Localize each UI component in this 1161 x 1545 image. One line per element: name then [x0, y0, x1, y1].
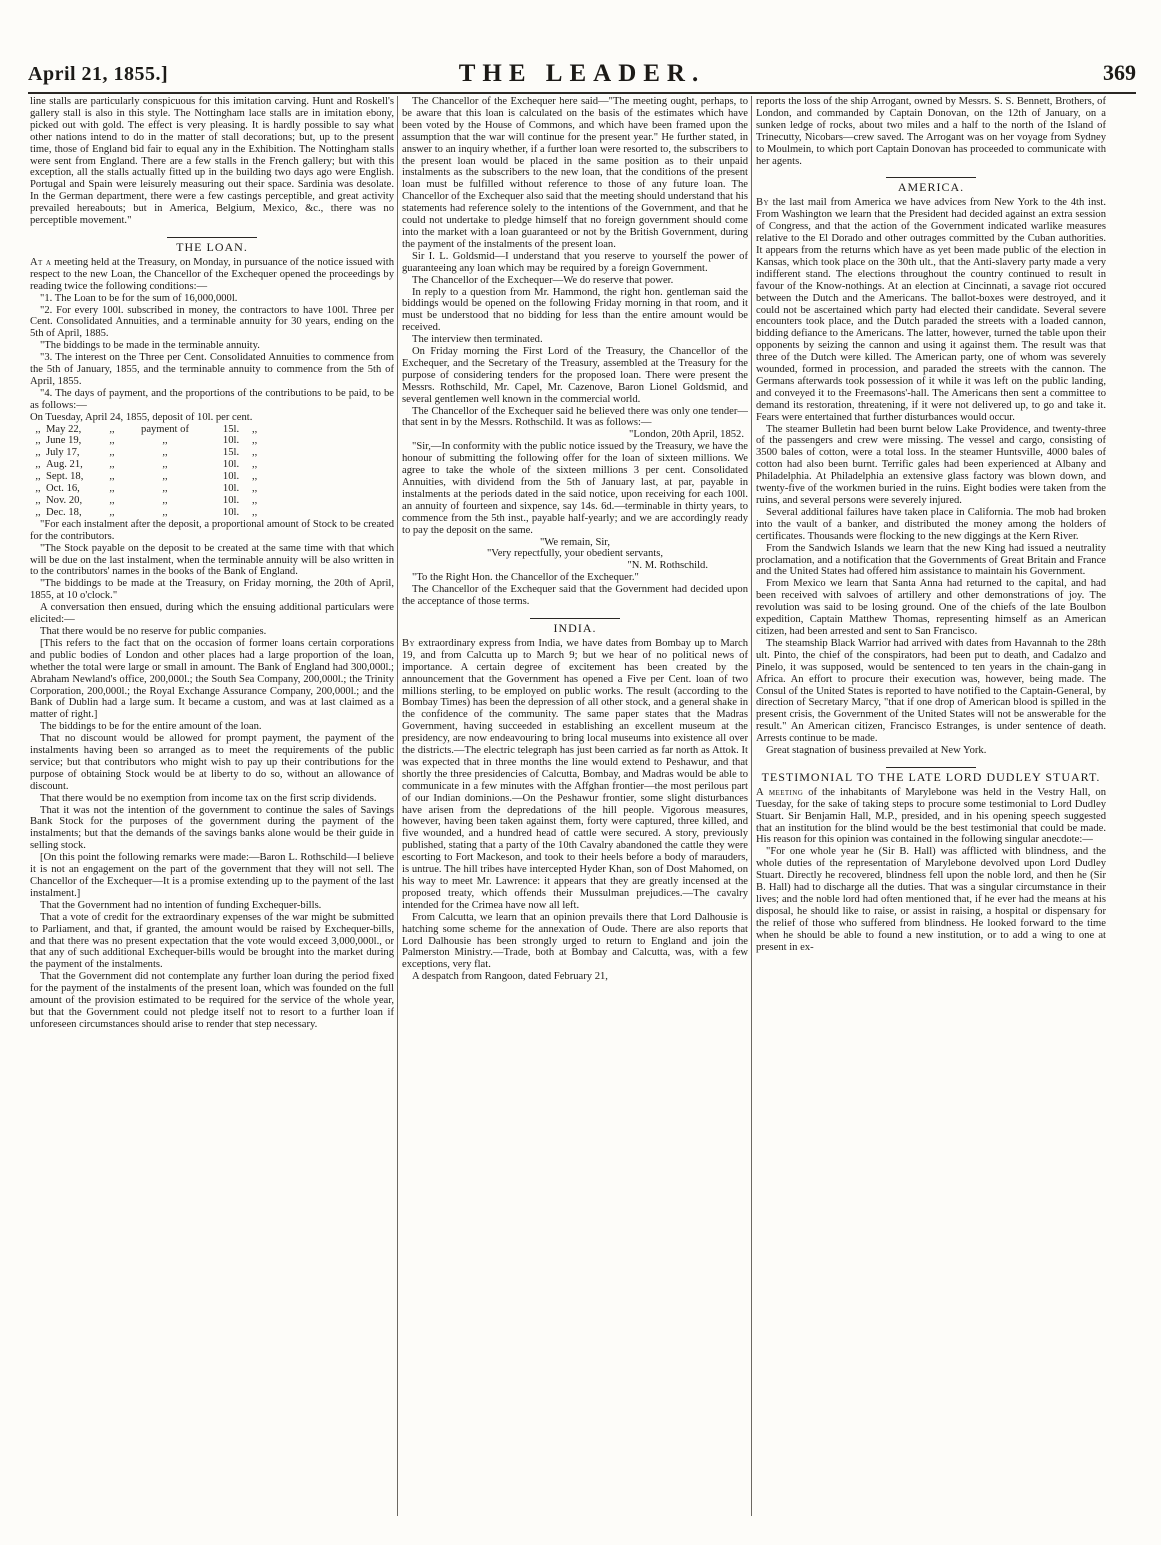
article-paragraph: [This refers to the fact that on the occasion of former loans certain corporations and public bodies of London and other places had a large proportion of the loan, whether the total were large or small in amount. The Bank of England had 300,000l.; Abraham Newland's office, 200,000l.; the South Sea Company, 200,000l.; the Trinity Corporation, 200,000l.; the Royal Exchange Assurance Company, 200,000l.; and the Bank of Dublin had a large sum. It became a custom, and was at last claimed as a matter of right.] [30, 637, 394, 721]
article-paragraph: The steamship Black Warrior had arrived with dates from Havannah to the 28th ult. Pinto, the chief of the conspirators, had been put to death, and Cadalzo and Pinelo, it was supposed, would be sentenced to ten years in the chain-gang in Africa. An effort to procure their execution was, however, being made. The Consul of the United States is reported to have notified to the Captain-General, by direction of Secretary Marcy, "that if one drop of American blood is spilled in the present crisis, the Government of the United States will not be answerable for the result." An American citizen, Francisco Estranges, is under sentence of death. Arrests continue to be made. [756, 637, 1106, 745]
article-paragraph: [On this point the following remarks were made:—Baron L. Rothschild—I believe it is not an engagement on the part of the government that they will not sell. The Chancellor of the Exchequer—It is a promise extending up to the payment of the last instalment.] [30, 852, 394, 899]
article-paragraph: reports the loss of the ship Arrogant, owned by Messrs. S. S. Bennett, Brothers, of London, and commanded by Captain Donovan, on the 12th of January, on a sunken ledge of rocks, about two miles and a half to the north of the Island of Trinecutty, Nicobars—crew saved. The Arrogant was on her voyage from Sydney to Moulmein, to which port Captain Donovan has proceeded to communicate with her agents. [756, 96, 1106, 167]
letter-close: "We remain, Sir, [539, 536, 611, 548]
article-paragraph: That the Government did not contemplate any further loan during the period fixed for the payment of the instalments of the present loan, which was founded on the full amount of the provision estimated to be required for the service of the whole year, but that the Government could not pledge itself not to resort to a further loan if unforeseen circumstances should arise to render that step necessary. [30, 971, 394, 1030]
paragraph-text: extraordinary express from India, we have dates from Bombay up to March 19, and from Calcutta up to March 9; but we hear of no political news of importance. A certain degree of excitement has been created by the announcement that the Government has opened a Five per Cent. loan of two millions sterling, to be employed on public works. The result (according to the Bombay Times) has been the depression of all other stock, and a general shake in the confidence of the community. The same paper states that the Madras Government, having succeeded in establishing an excellent museum at the presidency, are now endeavouring to bring local museums into existence all over the districts.—The electric telegraph has just been carried as far north as Attok. It was expected that in three months the line would extend to Peshawur, and that shortly the three presidencies of Calcutta, Bombay, and Madras would be able to communicate in a few minutes with the Affghan frontier—the most perilous part of our Indian dominions.—On the Peshawur frontier, some slight disturbances have arisen from the depredations of the hill people. Vigorous measures, however, having been taken against them, forty were captured, three killed, and five wounded, and a hundred head of cattle were secured. A story, previously published, stating that a party of the 10th Cavalry abandoned the cattle they were escorting to Fort Mackeson, and took to their heels before a body of marauders, is untrue. The hill tribes have intercepted Hyder Khan, son of Dost Mahomed, on his way to meet Mr. Lawrence: it appears that they are greatly incensed at the proposed treaty, which offends their Mussulman prejudices.—The cavalry intended for the Crimea have now all left. [402, 637, 748, 911]
article-paragraph [30, 257, 394, 293]
schedule-row: ,, June 19, ,, ,, 10l. ,, [35, 435, 258, 447]
condition-5: "For each instalment after the deposit, a proportional amount of Stock to be created for the contributors. [30, 518, 394, 542]
lead-words: A meeting [756, 786, 804, 798]
column-rule-2 [751, 96, 752, 1516]
schedule-row: ,, Aug. 21, ,, ,, 10l. ,, [35, 459, 258, 471]
condition-2: "2. For every 100l. subscribed in money, the contractors to have 100l. Three per Cent. Consolidated Annuities, and a terminable annuity for 30 years, ending on the 5th of April, 1885. [30, 304, 394, 340]
column-2 [402, 96, 748, 1516]
article-paragraph: A despatch from Rangoon, dated February 21, [412, 971, 608, 983]
condition-2b: "The biddings to be made in the terminable annuity. [40, 340, 260, 352]
article-paragraph [756, 787, 1106, 847]
paper-title: THE LEADER. [458, 60, 706, 87]
condition-6: "The Stock payable on the deposit to be created at the same time with that which will be due on the last instalment, when the terminable annuity will be also written in to the contributors' names in the books of the Bank of England. [30, 542, 394, 578]
article-paragraph: A conversation then ensued, during which the ensuing additional particulars were elicited:— [30, 602, 394, 626]
article-paragraph: That no discount would be allowed for prompt payment, the payment of the instalments having been so arranged as to meet the requirements of the public service; but that contributors who might wish to pay up their contributions for the purpose of obtaining Stock would be at liberty to do so, without an allowance of discount. [30, 733, 394, 792]
schedule-row: ,, Dec. 18, ,, ,, 10l. ,, [35, 506, 258, 518]
article-paragraph: The Chancellor of the Exchequer here said—"The meeting ought, perhaps, to be aware that this loan is calculated on the basis of the estimates which have been voted by the House of Commons, and which have been framed upon the assumption that the war will continue for the present year." He further stated, in answer to an inquiry whether, if a further loan were resorted to, the subscribers to the present loan would be placed in the same position as to their unpaid instalments as the subscribers to the new loan, that the conditions of the present loan must be fulfilled without reference to those of any future loan. The Chancellor of the Exchequer also said that the meeting should understand that his statements had reference solely to the intentions of the Government, and that he could not undertake to pledge himself that no foreign government should come into the market with a loan guaranteed or not by the British Government, during the payment of the instalments of the present loan. [402, 96, 748, 250]
lead-words: At a [30, 256, 52, 268]
schedule-row: ,, July 17, ,, ,, 15l. ,, [35, 447, 258, 459]
article-paragraph: Sir I. L. Goldsmid—I understand that you reserve to yourself the power of guaranteeing any loan which may be required by a foreign Government. [402, 250, 748, 274]
condition-3: "3. The interest on the Three per Cent. Consolidated Annuities to commence from the 5th of January, 1855, and the terminable annuity to commence from the 5th of April, 1855. [30, 352, 394, 387]
section-rule [167, 237, 257, 238]
article-paragraph: Several additional failures have taken place in California. The mob had broken into the vault of a banker, and distributed the money among the holders of certificates. Thousands were flocking to the new diggings at the Kern River. [756, 506, 1106, 542]
paragraph-text: the last mail from America we have advices from New York to the 4th inst. From Washington we learn that the President had decided against an extra session of Congress, and that the action of the Government indicated warlike measures relative to the El Dorado and other outrages committed by the Cuban authorities. It appears from the returns which have as yet been made public of the election in Kansas, which took place on the 30th ult., that the Anti-slavery party made a very indifferent stand. The elections throughout the country continued to result in favour of the Know-nothings. At an election at Cincinnati, a savage riot occured between the Dutch and the Americans. The ballot-boxes were destroyed, and it could not be ascertained which party had elected their candidate. Several severe encounters took place, and the Dutch paraded the streets with a loaded cannon, bidding defiance to the Americans. The latter, however, turned the table upon their opponents by seizing the cannon and using it against them. The result was that three of the Dutch were killed. The American party, one of whom was severely wounded, formed in procession, and paraded the streets with the cannon. The Germans afterwards took possession of it while it was left on the public landing, and conveyed it to the Freemasons'-hall. The Americans then sent a committee to demand its restoration, threatening, if it were not delivered up, to go and take it. Fears were entertained that further disturbances would occur. [756, 197, 1106, 423]
section-rule [886, 177, 976, 178]
article-paragraph: The Chancellor of the Exchequer—We do reserve that power. [412, 274, 674, 286]
article-paragraph: In reply to a question from Mr. Hammond, the right hon. gentleman said the biddings would be opened on the following Friday morning in that room, and it must be understood that no bidding for less than the entire amount would be received. [402, 286, 748, 334]
payment-schedule [30, 424, 394, 519]
paragraph-text: meeting held at the Treasury, on Monday, in pursuance of the notice issued with respect to the new Loan, the Chancellor of the Exchequer opened the proceedings by reading twice the following conditions:— [30, 256, 394, 292]
letter-address: "To the Right Hon. the Chancellor of the Exchequer." [412, 572, 639, 584]
condition-1: "1. The Loan to be for the sum of 16,000,000l. [40, 292, 238, 304]
column-1 [30, 96, 394, 1516]
article-paragraph: On Friday morning the First Lord of the Treasury, the Chancellor of the Exchequer, and the Secretary of the Treasury, assembled at the Treasury for the purpose of considering tenders for the proposed loan. There were present the Messrs. Rothschild, Mr. Capel, Mr. Cazenove, Baron Lionel Goldsmid, and several gentlemen well known in the commercial world. [402, 346, 748, 405]
article-paragraph: The Chancellor of the Exchequer said that the Government had decided upon the acceptance of those terms. [402, 584, 748, 608]
column-rule-1 [397, 96, 398, 1516]
page-number: 369 [1103, 60, 1136, 85]
schedule-row: ,, Oct. 16, ,, ,, 10l. ,, [35, 483, 258, 495]
masthead [28, 56, 1136, 90]
schedule-row: ,, Sept. 18, ,, ,, 10l. ,, [35, 471, 258, 483]
article-paragraph: The biddings to be for the entire amount of the loan. [40, 721, 262, 733]
letter-date: "London, 20th April, 1852. [629, 429, 744, 441]
paragraph-text: of the inhabitants of Marylebone was held in the Vestry Hall, on Tuesday, for the sake of taking steps to procure some testimonial to Lord Dudley Stuart. Sir Benjamin Hall, M.P., presided, and in his opening speech suggested that an institution for the blind would be the best testimonial that could be made. His reason for this opinion was contained in the following singular anecdote:— [756, 786, 1106, 846]
letter-body: "Sir,—In conformity with the public notice issued by the Treasury, we have the honour of submitting the following offer for the loan of sixteen millions. We agree to take the whole of the sixteen millions 3 per cent. Consolidated Annuities, with dividend from the 5th of January last, at par, payable in instalments at the periods dated in the said notice, upon receiving for each 100l. an annuity of fourteen and sixpence, say 14s. 6d.—terminable in thirty years, to commence from the 5th inst., payable half-yearly; and we are accordingly ready to pay the deposit on the same. [402, 441, 748, 536]
article-paragraph: That there would be no reserve for public companies. [40, 625, 267, 637]
lead-words: By [756, 197, 769, 209]
masthead-rule [28, 92, 1136, 94]
article-paragraph: The interview then terminated. [412, 334, 543, 346]
section-heading-america: AMERICA. [897, 180, 965, 195]
article-paragraph [402, 638, 748, 912]
condition-7: "The biddings to be made at the Treasury, on Friday morning, the 20th of April, 1855, at 10 o'clock." [30, 578, 394, 602]
schedule-row: ,, May 22, ,, payment of 15l. ,, [35, 423, 258, 435]
article-paragraph [756, 197, 1106, 423]
article-paragraph: That a vote of credit for the extraordinary expenses of the war might be submitted to Parliament, and that, if granted, the amount would be raised by Exchequer-bills, and that there was no present expectation that the vote would exceed 3,000,000l., or that any of such additional Exchequer-bills would be brought into the market during the payment of the instalments. [30, 911, 394, 971]
section-rule [886, 767, 976, 768]
lead-words: By [402, 637, 415, 649]
section-heading-india: INDIA. [553, 620, 597, 635]
section-heading-testimonial: TESTIMONIAL TO THE LATE LORD DUDLEY STUART. [761, 769, 1101, 784]
letter-signature: "N. M. Rothschild. [627, 560, 708, 572]
schedule-row: ,, Nov. 20, ,, ,, 10l. ,, [35, 495, 258, 506]
letter-close: "Very repectfully, your obedient servants, [486, 548, 664, 560]
article-paragraph: The Chancellor of the Exchequer said he believed there was only one tender—that sent in by the Messrs. Rothschild. It was as follows:— [402, 405, 748, 429]
article-paragraph: From Mexico we learn that Santa Anna had returned to the capital, and had been received with salvoes of artillery and other demonstrations of joy. The revolution was said to be losing ground. One of the chiefs of the late Boulbon expedition, Captain Matthew Thomas, representing himself as an American citizen, had been arrested and sent to San Francisco. [756, 578, 1106, 637]
section-heading-loan: THE LOAN. [176, 239, 248, 254]
issue-date: April 21, 1855.] [28, 63, 169, 85]
article-paragraph: "For one whole year he (Sir B. Hall) was afflicted with blindness, and the whole duties of the representation of Marylebone devolved upon Lord Dudley Stuart. Directly he recovered, blindness fell upon the noble lord, and then he (Sir B. Hall) had to discharge all the duties. That was a singular circumstance in their lives; and the noble lord had often mentioned that, if he ever had the means at his disposal, he should like to raise, or assist in raising, a hospital or dispensary for the relief of those who suffered from blindness. He looked forward to the time when he should be able to found a new institution, or to add a wing to one at present in ex- [756, 846, 1106, 953]
column-3 [756, 96, 1106, 1516]
article-paragraph: That there would be no exemption from income tax on the first scrip dividends. [40, 792, 377, 804]
article-paragraph: That it was not the intention of the government to continue the sales of Savings Bank Stock for the purposes of the government during the payment of the instalments; but that the demands of the savings banks alone would be their guide in selling stock. [30, 804, 394, 852]
article-paragraph: That the Government had no intention of funding Exchequer-bills. [40, 899, 322, 911]
schedule-first-line: On Tuesday, April 24, 1855, deposit of 10l. per cent. [30, 411, 253, 423]
section-rule [530, 618, 620, 619]
article-paragraph: From Calcutta, we learn that an opinion prevails there that Lord Dalhousie is hatching some scheme for the annexation of Oude. There are also reports that Lord Dalhousie has been strongly urged to return to England and join the Palmerston Ministry.—Trade, both at Bombay and Calcutta, was, with a few exceptions, very flat. [402, 911, 748, 971]
article-paragraph: line stalls are particularly conspicuous for this imitation carving. Hunt and Roskell's gallery stall is also in this style. The Nottingham lace stalls are in imitation ebony, picked out with gold. The effect is very pleasing. It is hardly possible to say what other nations intend to do in the matter of stall decorations; but, up to the present time, those of England bid fair to equal any in the Exhibition. The Nottingham stalls were sent from England. There are a few stalls in the French gallery; but with this exception, all the stalls actually fitted up in the building two days ago were English. Portugal and Spain were leisurely measuring out their space. Sardinia was desolate. In the German department, there were a few castings perceptible, and great activity prevailed hereabouts; but in America, Belgium, Mexico, &c., there was no perceptible movement." [30, 96, 394, 227]
article-paragraph: Great stagnation of business prevailed at New York. [766, 745, 987, 757]
article-paragraph: From the Sandwich Islands we learn that the new King had issued a neutrality proclamation, and a notification that the Governments of Great Britain and France and the United States had offered him assistance to maintain his Government. [756, 542, 1106, 578]
condition-4: "4. The days of payment, and the proportions of the contributions to be paid, to be as follows:— [30, 387, 394, 411]
article-paragraph: The steamer Bulletin had been burnt below Lake Providence, and twenty-three of the passengers and crew were missing. The vessel and cargo, consisting of 3500 bales of cotton, were a total loss. In the steamer Huntsville, 4000 bales of cotton had also been burnt. Terrific gales had been experienced at Albany and Philadelphia. At Philadelphia an extensive glass factory was blown down, and twenty-five of the workmen buried in the ruins. Eight bodies were taken from the ruins, and several persons were severely injured. [756, 423, 1106, 506]
